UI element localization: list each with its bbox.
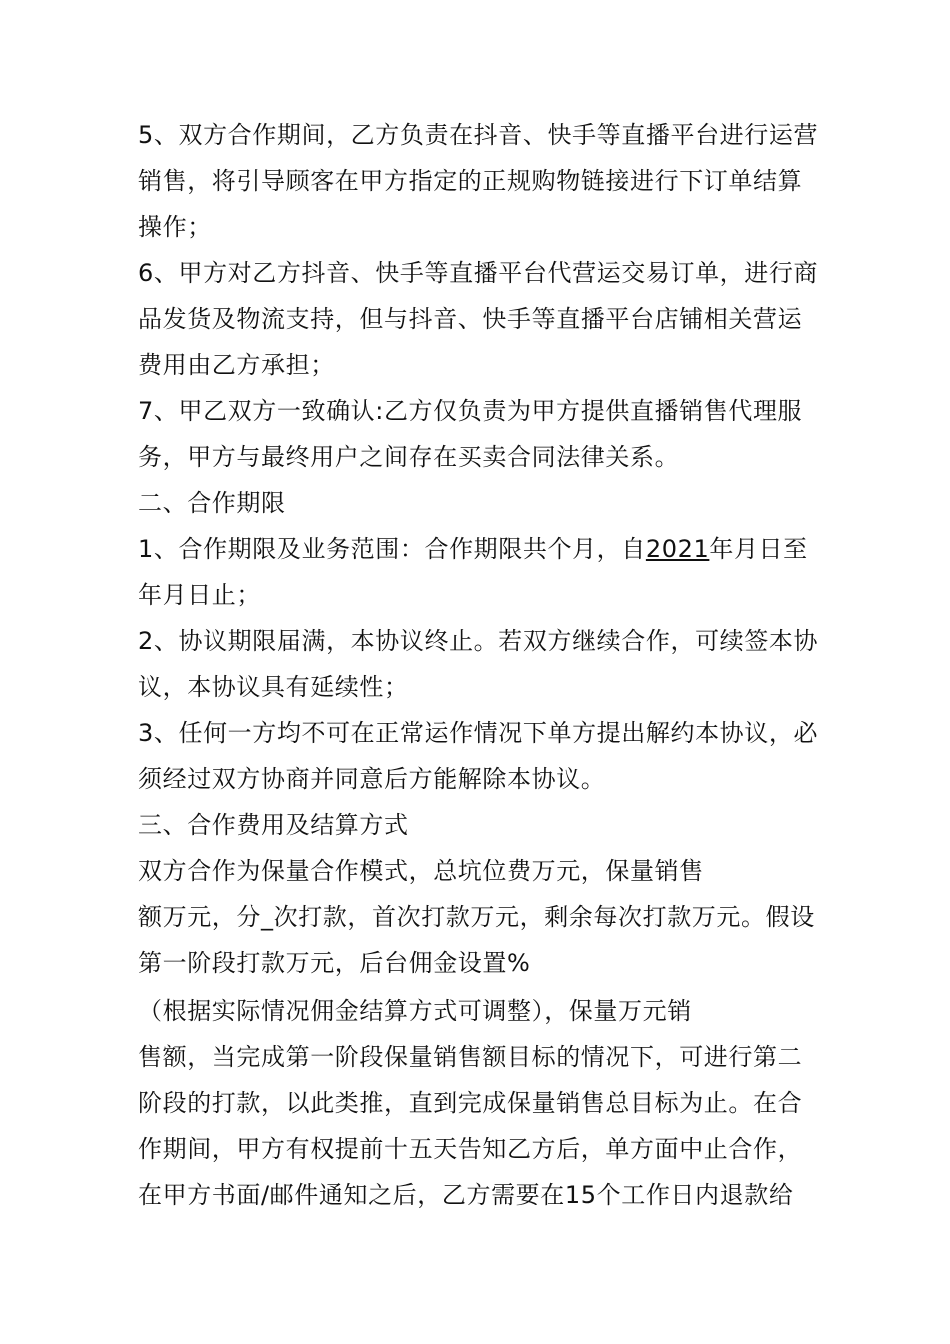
clause-5-line-1: 5、双方合作期间，乙方负责在抖音、快手等直播平台进行运营 bbox=[138, 121, 819, 149]
clause-6-line-1: 6、甲方对乙方抖音、快手等直播平台代营运交易订单，进行商 bbox=[138, 259, 819, 287]
clause-5-line-3: 操作； bbox=[138, 213, 212, 241]
term-clause-2-line-1: 2、协议期限届满，本协议终止。若双方继续合作，可续签本协 bbox=[138, 627, 819, 655]
fee-paragraph-line-4: （根据实际情况佣金结算方式可调整），保量万元销 bbox=[138, 997, 692, 1025]
clause-6-line-3: 费用由乙方承担； bbox=[138, 351, 335, 379]
term-clause-prefix: 1、合作期限及业务范围：合作期限共个月，自 bbox=[138, 535, 646, 563]
term-clause-suffix: 年月日至 bbox=[709, 535, 808, 563]
fee-paragraph-line-5: 售额，当完成第一阶段保量销售额目标的情况下，可进行第二 bbox=[138, 1043, 803, 1071]
section-3-heading: 三、合作费用及结算方式 bbox=[138, 811, 409, 839]
fee-paragraph-line-6: 阶段的打款，以此类推，直到完成保量销售总目标为止。在合 bbox=[138, 1089, 803, 1117]
term-clause-1-line-1 bbox=[138, 526, 808, 572]
fee-paragraph-line-1: 双方合作为保量合作模式，总坑位费万元，保量销售 bbox=[138, 857, 704, 885]
clause-7-line-2: 务，甲方与最终用户之间存在买卖合同法律关系。 bbox=[138, 443, 680, 471]
term-clause-3-line-2: 须经过双方协商并同意后方能解除本协议。 bbox=[138, 765, 606, 793]
term-clause-2-line-2: 议，本协议具有延续性； bbox=[138, 673, 409, 701]
clause-7-line-1: 7、甲乙双方一致确认:乙方仅负责为甲方提供直播销售代理服 bbox=[138, 397, 803, 425]
fee-paragraph-line-8: 在甲方书面/邮件通知之后，乙方需要在15个工作日内退款给 bbox=[138, 1181, 794, 1209]
fee-paragraph-line-7: 作期间，甲方有权提前十五天告知乙方后，单方面中止合作， bbox=[138, 1135, 803, 1163]
term-year: 2021 bbox=[645, 535, 710, 563]
clause-6-line-2: 品发货及物流支持，但与抖音、快手等直播平台店铺相关营运 bbox=[138, 305, 803, 333]
clause-5-line-2: 销售，将引导顾客在甲方指定的正规购物链接进行下订单结算 bbox=[138, 167, 803, 195]
section-2-heading: 二、合作期限 bbox=[138, 489, 286, 517]
fee-paragraph-line-3: 第一阶段打款万元，后台佣金设置% bbox=[138, 949, 531, 977]
term-clause-3-line-1: 3、任何一方均不可在正常运作情况下单方提出解约本协议，必 bbox=[138, 719, 819, 747]
term-clause-1-line-2: 年月日止； bbox=[138, 581, 261, 609]
fee-paragraph-line-2: 额万元，分_次打款，首次打款万元，剩余每次打款万元。假设 bbox=[138, 903, 815, 931]
